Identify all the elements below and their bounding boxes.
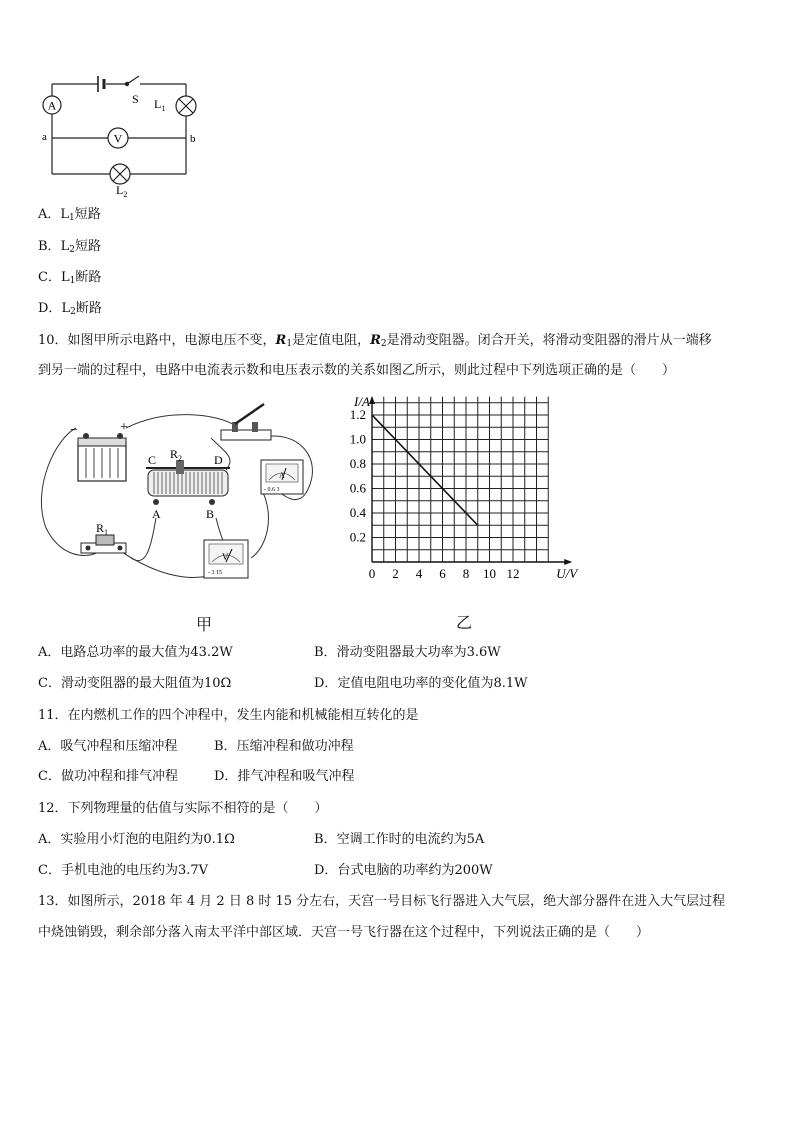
fig-yi-caption: 乙 — [456, 613, 473, 632]
q10-r2-sub: 2 — [380, 339, 387, 349]
option-text: 排气冲程和吸气冲程 — [237, 769, 355, 784]
q9-circuit-diagram — [36, 70, 206, 198]
option-label: C． — [38, 769, 61, 784]
option-text: 做功冲程和排气冲程 — [60, 769, 178, 784]
y-tick-label: 0.6 — [349, 480, 366, 496]
q9-option-b[interactable] — [38, 238, 101, 259]
option-text-pre: L — [60, 239, 70, 254]
q10-option-a[interactable] — [38, 644, 233, 662]
ammeter-scale-label: - 0.6 3 — [264, 487, 280, 493]
option-text-pre: L — [60, 270, 70, 285]
node-b-label: b — [190, 133, 196, 145]
q10-stem-line1 — [38, 332, 712, 353]
option-text: 定值电阻电功率的变化值为8.1W — [337, 676, 528, 691]
option-text-pre: L — [60, 207, 70, 222]
x-tick-label: 4 — [415, 566, 423, 581]
q10-text-a: 10．如图甲所示电路中，电源电压不变， — [38, 333, 276, 348]
q12-option-a[interactable] — [38, 831, 235, 849]
x-tick-label: 10 — [483, 566, 496, 581]
voltmeter-device-label: V — [222, 552, 229, 562]
lamp-l1-symbol — [176, 96, 196, 116]
option-text-post: 短路 — [74, 207, 101, 222]
option-label: D． — [314, 863, 338, 878]
option-text: 台式电脑的功率约为200W — [337, 863, 493, 878]
option-label: B． — [214, 739, 237, 754]
q11-option-d[interactable] — [214, 768, 354, 786]
battery-pack — [78, 433, 126, 481]
option-label: C． — [38, 676, 61, 691]
q10-r1-sub: 1 — [286, 339, 293, 349]
lamp-l2-symbol — [110, 164, 130, 184]
lamp-l2-label: $L_2$ — [116, 183, 128, 199]
y-tick-label: 0.2 — [349, 529, 366, 545]
y-axis-label: I/A — [354, 394, 370, 409]
q9-option-d[interactable] — [38, 300, 102, 321]
option-label: A． — [38, 739, 61, 754]
q13-stem-line2: 中烧蚀销毁，剩余部分落入南太平洋中部区域．天宫一号飞行器在这个过程中，下列说法正确的是（ ） — [38, 925, 650, 940]
rheostat-c-label: C — [148, 453, 157, 467]
x-tick-label: 2 — [392, 566, 399, 581]
resistor-r1 — [81, 535, 126, 553]
q11-option-c[interactable] — [38, 768, 178, 786]
fig-jia-circuit-drawing — [36, 398, 336, 588]
option-text: 实验用小灯泡的电阻约为0.1Ω — [60, 832, 235, 847]
option-label: A． — [38, 832, 61, 847]
option-text: 滑动变阻器最大功率为3.6W — [336, 645, 501, 660]
option-text: 空调工作时的电流约为5A — [336, 832, 485, 847]
voltmeter-label: V — [113, 131, 123, 146]
rheostat-a-label: A — [152, 507, 161, 521]
battery-minus-label: − — [70, 423, 78, 438]
lamp-l1-label: $L_1$ — [154, 97, 166, 113]
q12-stem: 12．下列物理量的估值与实际不相符的是（ ） — [38, 801, 328, 816]
option-text: 滑动变阻器的最大阻值为10Ω — [60, 676, 232, 691]
rheostat-d-label: D — [214, 453, 223, 467]
y-axis-arrow — [369, 396, 375, 404]
voltmeter-scale-label: - 3 15 — [208, 570, 222, 576]
q12-option-c[interactable] — [38, 862, 208, 880]
y-tick-label: 0.8 — [349, 456, 366, 471]
option-label: B． — [314, 832, 337, 847]
option-text: 压缩冲程和做功冲程 — [236, 739, 354, 754]
switch-label: S — [132, 92, 139, 106]
option-label: B． — [314, 645, 337, 660]
q10-option-d[interactable] — [314, 675, 527, 693]
rheostat-r2-label: $R_2$ — [170, 447, 183, 463]
option-text-post: 短路 — [74, 239, 101, 254]
q10-option-c[interactable] — [38, 675, 231, 693]
x-tick-label: 6 — [439, 566, 446, 581]
q10-r2-symbol: R — [370, 333, 381, 348]
fig-yi-iu-chart — [340, 394, 578, 588]
option-label: A． — [38, 645, 61, 660]
q10-text-b: 是定值电阻， — [292, 333, 371, 348]
option-text-pre: L — [61, 301, 71, 316]
option-label: C． — [38, 863, 61, 878]
q10-option-b[interactable] — [314, 644, 501, 662]
resistor-r1-label: $R_1$ — [96, 521, 109, 537]
q10-text-c: 是滑动变阻器。闭合开关，将滑动变阻器的滑片从一端移 — [386, 333, 712, 348]
option-label: A． — [38, 207, 61, 222]
fig-jia-caption: 甲 — [196, 615, 213, 634]
option-label: D． — [214, 769, 238, 784]
option-subscript: 2 — [70, 307, 76, 317]
q11-stem: 11．在内燃机工作的四个冲程中，发生内能和机械能相互转化的是 — [38, 708, 419, 723]
q10-stem-line2: 到另一端的过程中，电路中电流表示数和电压表示数的关系如图乙所示，则此过程中下列选项正确的是（ ） — [38, 363, 676, 378]
q11-option-a[interactable] — [38, 738, 177, 756]
y-tick-label: 1.0 — [349, 431, 366, 447]
x-axis-label: U/V — [556, 566, 578, 581]
series-line-0 — [372, 415, 478, 525]
q10-r1-symbol: R — [275, 333, 287, 348]
option-text: 电路总功率的最大值为43.2W — [60, 645, 233, 660]
option-text-post: 断路 — [75, 270, 102, 285]
option-text: 手机电池的电压约为3.7V — [60, 863, 209, 878]
option-text: 吸气冲程和压缩冲程 — [60, 739, 178, 754]
option-subscript: 1 — [69, 213, 75, 223]
option-subscript: 2 — [69, 245, 75, 255]
q12-option-b[interactable] — [314, 831, 484, 849]
option-label: B． — [38, 239, 61, 254]
y-tick-label: 1.2 — [349, 407, 366, 422]
x-tick-label: 8 — [462, 566, 470, 581]
ammeter-label: A — [47, 98, 57, 113]
option-label: D． — [38, 301, 62, 316]
option-subscript: 1 — [69, 276, 76, 286]
battery-plus-label: + — [120, 420, 128, 435]
y-tick-label: 0.4 — [349, 505, 366, 520]
q9-option-a[interactable] — [38, 206, 101, 227]
ammeter-device-label: A — [279, 471, 285, 480]
q13-stem-line1: 13．如图所示，2018 年 4 月 2 日 8 时 15 分左右，天宫一号目标飞行器进入大气层，绝大部分器件在进入大气层过程 — [38, 894, 726, 909]
q12-option-d[interactable] — [314, 862, 493, 880]
option-label: D． — [314, 676, 338, 691]
x-tick-label: 12 — [506, 566, 520, 581]
node-a-label: a — [42, 131, 47, 143]
q11-option-b[interactable] — [214, 738, 354, 756]
x-axis-arrow — [564, 559, 572, 565]
q9-option-c[interactable] — [38, 269, 101, 290]
x-tick-label: 0 — [368, 566, 376, 581]
option-label: C． — [38, 270, 61, 285]
rheostat-b-label: B — [206, 507, 215, 521]
option-text-post: 断路 — [75, 301, 102, 316]
